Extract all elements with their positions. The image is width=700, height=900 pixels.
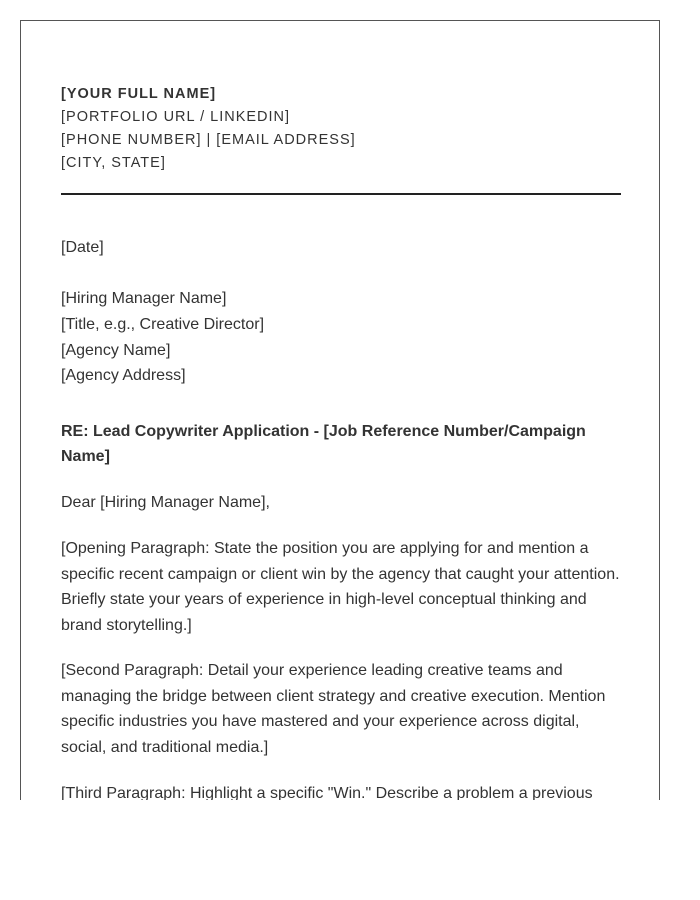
third-paragraph: [Third Paragraph: Highlight a specific "Win." Describe a problem a previous <box>61 785 593 800</box>
second-paragraph: [Second Paragraph: Detail your experience leading creative teams and managing the bridge between client strategy and creative execution. Mention specific industries you have mastered and your experience across digital, social, and traditional media.] <box>61 662 606 756</box>
opening-paragraph: [Opening Paragraph: State the position you are applying for and mention a specific recent campaign or client win by the agency that caught your attention. Briefly state your years of experience in high-level conceptual thinking and brand storytelling.] <box>61 540 620 634</box>
document-page <box>20 20 660 800</box>
recipient-block <box>61 286 621 389</box>
recipient-address: [Agency Address] <box>61 367 186 385</box>
recipient-name: [Hiring Manager Name] <box>61 290 227 307</box>
header-divider <box>61 193 621 195</box>
letterhead <box>61 83 621 175</box>
subject-line: RE: Lead Copywriter Application - [Job Reference Number/Campaign Name] <box>61 423 586 465</box>
recipient-title: [Title, e.g., Creative Director] <box>61 315 265 333</box>
contact-line: [PHONE NUMBER] | [EMAIL ADDRESS] <box>61 132 356 148</box>
salutation: Dear [Hiring Manager Name], <box>61 494 270 511</box>
portfolio-line: [PORTFOLIO URL / LINKEDIN] <box>61 109 291 125</box>
letter-date: [Date] <box>61 239 104 256</box>
recipient-agency: [Agency Name] <box>61 341 171 359</box>
location-line: [CITY, STATE] <box>61 155 166 171</box>
full-name: [YOUR FULL NAME] <box>61 86 217 102</box>
